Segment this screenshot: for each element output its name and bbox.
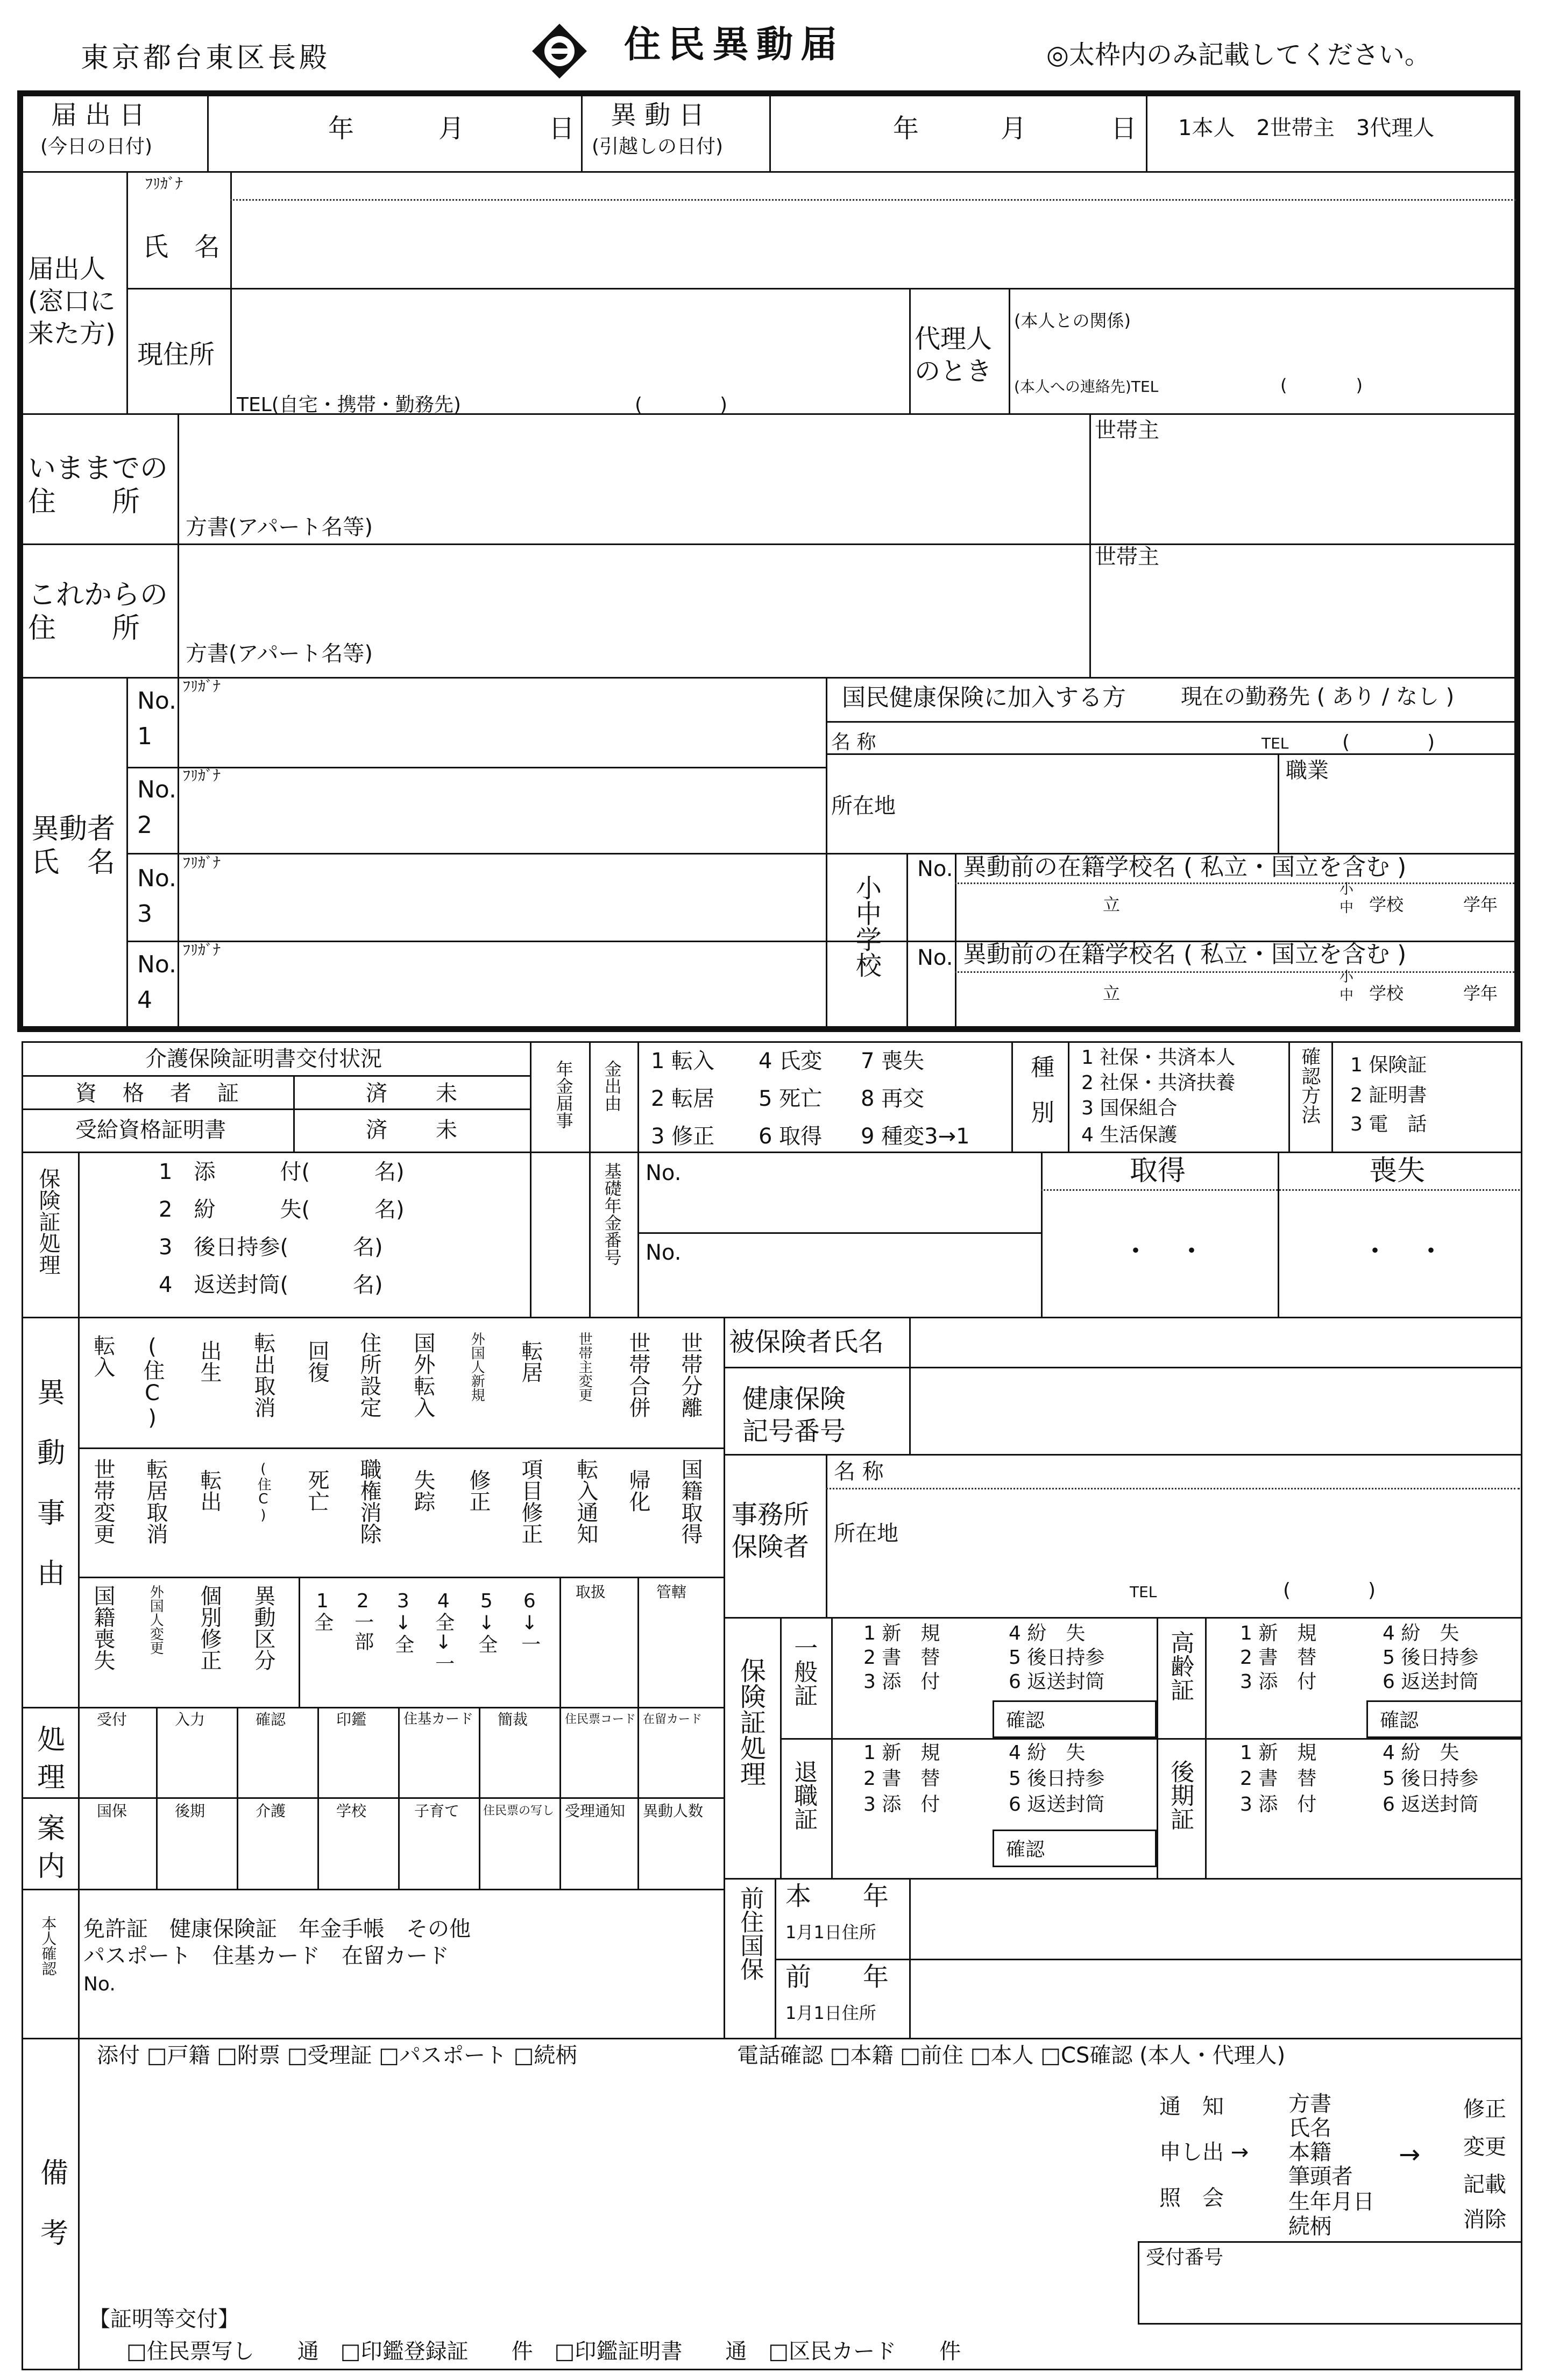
prev-address-field[interactable] xyxy=(180,417,1087,541)
prev-year-address-field[interactable] xyxy=(912,1961,1520,2036)
care-title: 介護保険証明書交付状況 xyxy=(145,1047,382,1071)
health-no-label: 健康保険 記号番号 xyxy=(742,1384,846,1446)
remarks-label: 備考 xyxy=(35,2158,68,2278)
new-address-field[interactable] xyxy=(180,546,1087,674)
nhi-join-label: 国民健康保険に加入する方 xyxy=(842,684,1126,711)
mover-3-name-field[interactable] xyxy=(180,874,823,938)
movers-label: 異動者 氏 名 xyxy=(31,813,116,879)
mover-2-name-field[interactable] xyxy=(180,788,823,850)
move-date-label: 異 動 日 xyxy=(611,100,705,130)
filing-date-label: 届 出 日 xyxy=(51,100,145,130)
applicant-type-options[interactable]: 1本人 2世帯主 3代理人 xyxy=(1178,116,1435,140)
lose-header: 喪失 xyxy=(1369,1155,1426,1187)
this-year-address-field[interactable] xyxy=(912,1881,1520,1956)
mover-4-name-field[interactable] xyxy=(180,963,823,1027)
form-title: 住民異動届 xyxy=(624,24,845,66)
prev-householder-field[interactable] xyxy=(1092,447,1514,541)
new-address-label: これからの 住 所 xyxy=(28,579,168,645)
filing-date-field[interactable] xyxy=(210,97,578,167)
school-label: 小中学校 xyxy=(851,874,882,978)
card-proc-label: 保険証処理 xyxy=(735,1657,766,1786)
workplace-label[interactable]: 現在の勤務先 ( あり / なし ) xyxy=(1181,684,1455,709)
health-number-field[interactable] xyxy=(912,1369,1520,1451)
process-label: 処理 xyxy=(32,1725,65,1800)
insured-name-label: 被保険者氏名 xyxy=(729,1327,884,1357)
cert-issue-line[interactable]: □住民票写し 通 □印鑑登録証 件 □印鑑証明書 通 □区民カード 件 xyxy=(126,2339,961,2364)
mover-1-name-field[interactable] xyxy=(180,700,823,764)
guide-label: 案内 xyxy=(32,1813,65,1889)
insured-name-field[interactable] xyxy=(912,1319,1520,1365)
ward-emblem-icon xyxy=(530,22,589,81)
name-label: 氏 名 xyxy=(143,232,221,262)
applicant-address-field[interactable] xyxy=(234,291,906,412)
header-note: ◎太枠内のみ記載してください。 xyxy=(1046,40,1430,70)
acquire-header: 取得 xyxy=(1130,1155,1186,1187)
addressee: 東京都台東区長殿 xyxy=(81,42,331,74)
remarks-field[interactable] xyxy=(81,2077,1124,2303)
move-date-field[interactable] xyxy=(772,97,1143,167)
cert-issue-label: 【証明等交付】 xyxy=(89,2307,239,2332)
agent-label: 代理人 のとき xyxy=(915,324,993,386)
address-label: 現住所 xyxy=(137,340,215,370)
applicant-label: 届出人 (窓口に 来た方) xyxy=(28,254,116,349)
insurance-proc-label: 保険証処理 xyxy=(36,1168,60,1275)
id-check-label: 本人確認 xyxy=(39,1916,58,1976)
events-label: 異動事由 xyxy=(32,1378,65,1619)
new-householder-field[interactable] xyxy=(1092,573,1514,675)
prev-nhi-label: 前住国保 xyxy=(736,1886,764,1981)
prev-address-label: いままでの 住 所 xyxy=(28,453,168,519)
filing-date-sub: (今日の日付) xyxy=(40,136,153,158)
applicant-name-field[interactable] xyxy=(234,202,1514,285)
